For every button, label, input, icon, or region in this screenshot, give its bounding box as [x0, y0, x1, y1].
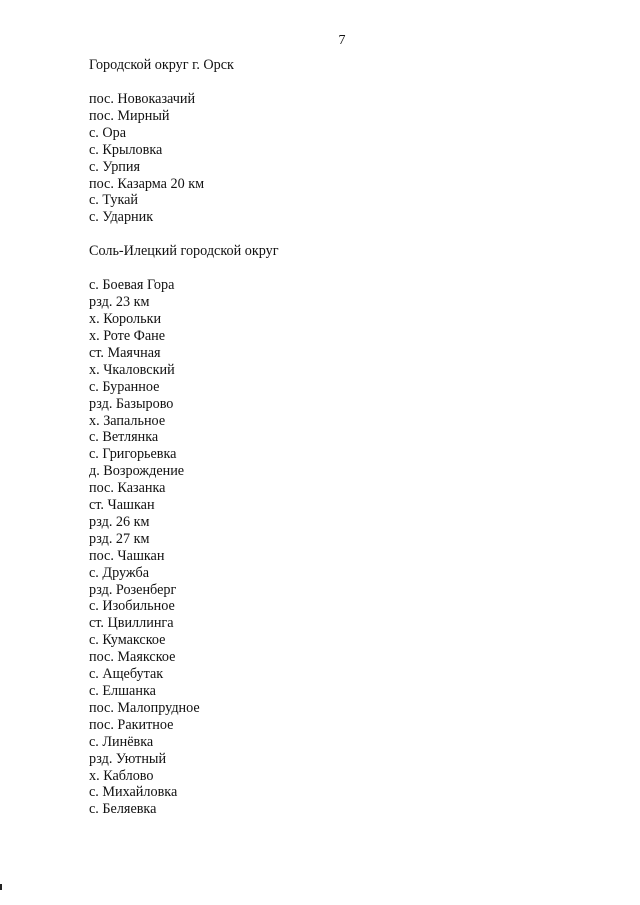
- settlement-item: рзд. 26 км: [89, 513, 150, 530]
- section-spacer: [89, 260, 589, 277]
- settlement-item: х. Запальное: [89, 412, 166, 429]
- settlement-item: пос. Чашкан: [89, 547, 165, 564]
- settlement-item: рзд. 27 км: [89, 530, 150, 547]
- settlement-item: с. Урпия: [89, 158, 140, 175]
- section-sol-iletsk: [89, 243, 589, 818]
- settlement-item: с. Тукай: [89, 192, 139, 209]
- settlement-item: с. Буранное: [89, 378, 160, 395]
- settlement-item: х. Роте Фане: [89, 327, 166, 344]
- settlement-list-sol-iletsk: [89, 277, 589, 818]
- settlement-item: с. Дружба: [89, 564, 150, 581]
- settlement-item: рзд. Базырово: [89, 395, 174, 412]
- settlement-item: пос. Мирный: [89, 107, 170, 124]
- settlement-item: пос. Малопрудное: [89, 699, 200, 716]
- settlement-item: с. Михайловка: [89, 784, 178, 801]
- settlement-item: рзд. Уютный: [89, 750, 167, 767]
- settlement-item: ст. Маячная: [89, 344, 161, 361]
- settlement-item: х. Чкаловский: [89, 361, 175, 378]
- settlement-item: пос. Казарма 20 км: [89, 175, 205, 192]
- settlement-item: с. Григорьевка: [89, 446, 177, 463]
- settlement-item: с. Ащебутак: [89, 666, 164, 683]
- settlement-item: с. Кумакское: [89, 632, 166, 649]
- section-title-sol-iletsk: Соль-Илецкий городской округ: [89, 243, 279, 260]
- settlement-item: с. Боевая Гора: [89, 277, 175, 294]
- settlement-item: пос. Маякское: [89, 649, 176, 666]
- settlement-item: с. Крыловка: [89, 141, 163, 158]
- settlement-list-orsk: [89, 91, 589, 226]
- section-orsk: [89, 57, 589, 226]
- settlement-item: рзд. 23 км: [89, 294, 150, 311]
- settlement-item: с. Елшанка: [89, 683, 156, 699]
- settlement-item: пос. Новоказачий: [89, 91, 196, 107]
- settlement-item: пос. Ракитное: [89, 716, 174, 733]
- settlement-item: ст. Чашкан: [89, 497, 155, 514]
- settlement-item: пос. Казанка: [89, 480, 166, 497]
- settlement-item: х. Каблово: [89, 767, 154, 784]
- document-content: [89, 57, 589, 818]
- settlement-item: с. Линёвка: [89, 733, 154, 750]
- settlement-item: ст. Цвиллинга: [89, 615, 174, 632]
- section-spacer: [89, 74, 589, 91]
- page-number: 7: [338, 33, 346, 48]
- settlement-item: с. Беляевка: [89, 801, 157, 818]
- section-title-orsk: Городской округ г. Орск: [89, 57, 234, 73]
- settlement-item: х. Корольки: [89, 311, 162, 328]
- scan-edge-mark: [0, 884, 2, 890]
- settlement-item: с. Ударник: [89, 209, 154, 226]
- settlement-item: с. Ветлянка: [89, 429, 159, 446]
- settlement-item: рзд. Розенберг: [89, 581, 177, 598]
- settlement-item: д. Возрождение: [89, 463, 185, 480]
- settlement-item: с. Изобильное: [89, 598, 175, 615]
- settlement-item: с. Ора: [89, 124, 127, 141]
